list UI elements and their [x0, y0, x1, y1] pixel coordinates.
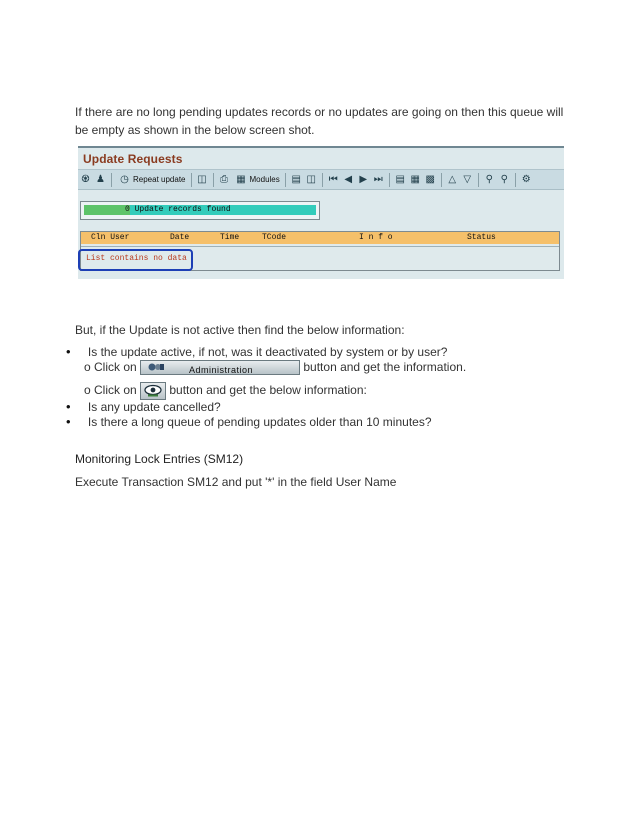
find-icon[interactable]: ⚲ [485, 174, 493, 185]
paragraph-2: But, if the Update is not active then find the below information: [75, 323, 405, 337]
status-box [80, 201, 320, 220]
spreadsheet-icon[interactable]: ▩ [425, 174, 435, 185]
toolbar-separator [389, 173, 390, 187]
section-heading: Monitoring Lock Entries (SM12) [75, 452, 244, 466]
refresh-icon[interactable]: ♼ [81, 174, 90, 185]
display-button[interactable] [140, 382, 166, 400]
administration-label: Administration [189, 365, 254, 376]
empty-list-message: List contains no data [86, 254, 187, 263]
sub-bullet-2-prefix: o Click on [84, 383, 137, 398]
toolbar-separator [191, 173, 192, 187]
update-requests-screenshot [78, 146, 564, 279]
status-count: 0 [125, 205, 130, 214]
settings-icon[interactable]: ⚙ [521, 174, 531, 185]
sub-bullet-1 [84, 359, 466, 375]
toolbar-separator [515, 173, 516, 187]
column-header-info[interactable]: I n f o [359, 233, 393, 242]
intro-paragraph: If there are no long pending updates records or no updates are going on then this queue will be empty as shown in the below screen shot. [75, 105, 564, 137]
bullet-1 [66, 344, 447, 360]
modules-button[interactable] [234, 173, 280, 186]
administration-button[interactable] [140, 360, 300, 375]
toolbar [78, 169, 564, 190]
toolbar-separator [213, 173, 214, 187]
toolbar-separator [478, 173, 479, 187]
document-icon[interactable]: ▤ [395, 174, 405, 185]
clock-icon: ◷ [120, 174, 129, 185]
column-header-tcode[interactable]: TCode [262, 233, 287, 242]
sort-ascending-icon[interactable]: △ [448, 174, 457, 185]
bullet-2 [66, 399, 221, 415]
first-page-icon[interactable]: ⏮ [328, 174, 338, 185]
eye-icon [141, 383, 165, 399]
sub-bullet-1-prefix: o Click on [84, 360, 137, 374]
status-bar-green [84, 205, 130, 215]
bullet-dot-icon: • [66, 344, 71, 359]
user-icon[interactable]: ♟ [96, 174, 105, 185]
toolbar-separator [441, 173, 442, 187]
section-text: Execute Transaction SM12 and put '*' in the field User Name [75, 475, 397, 489]
filter-icon[interactable]: ▽ [463, 174, 472, 185]
highlight-box [78, 249, 193, 271]
previous-page-icon[interactable]: ◀ [344, 174, 353, 185]
screen-title: Update Requests [83, 152, 183, 166]
status-label: Update records found [134, 205, 231, 214]
modules-icon: ▦ [236, 174, 246, 185]
column-header-status[interactable]: Status [467, 233, 496, 242]
modules-label: Modules [249, 175, 280, 184]
sub-bullet-1-suffix: button and get the information. [303, 360, 467, 374]
administration-icon [147, 362, 165, 373]
bullet-2-text: Is any update cancelled? [87, 400, 221, 414]
column-header-time[interactable]: Time [220, 233, 240, 242]
bullet-dot-icon: • [66, 399, 71, 414]
details-icon[interactable]: ▤ [291, 174, 301, 185]
print-icon[interactable]: ⎙ [220, 174, 228, 185]
toolbar-separator [285, 173, 286, 187]
sub-bullet-2 [84, 382, 367, 400]
last-page-icon[interactable]: ⏭ [373, 174, 383, 185]
sub-bullet-2-suffix: button and get the below information: [169, 383, 367, 398]
layout-icon[interactable]: ▦ [410, 174, 420, 185]
status-text [125, 205, 231, 215]
find-next-icon[interactable]: ⚲ [500, 174, 508, 185]
next-page-icon[interactable]: ▶ [359, 174, 368, 185]
bullet-3-text: Is there a long queue of pending updates older than 10 minutes? [87, 415, 432, 429]
export-icon[interactable]: ◫ [306, 174, 316, 185]
toolbar-separator [111, 173, 112, 187]
delete-icon[interactable]: ◫ [197, 174, 207, 185]
bullet-1-text: Is the update active, if not, was it deactivated by system or by user? [87, 345, 448, 359]
list-header [81, 232, 559, 244]
repeat-update-label: Repeat update [133, 175, 186, 184]
column-header-client-user[interactable]: Cln User [91, 233, 130, 242]
repeat-update-button[interactable] [117, 173, 186, 186]
bullet-3 [66, 414, 432, 430]
bullet-dot-icon: • [66, 414, 71, 429]
toolbar-separator [322, 173, 323, 187]
column-header-date[interactable]: Date [170, 233, 190, 242]
